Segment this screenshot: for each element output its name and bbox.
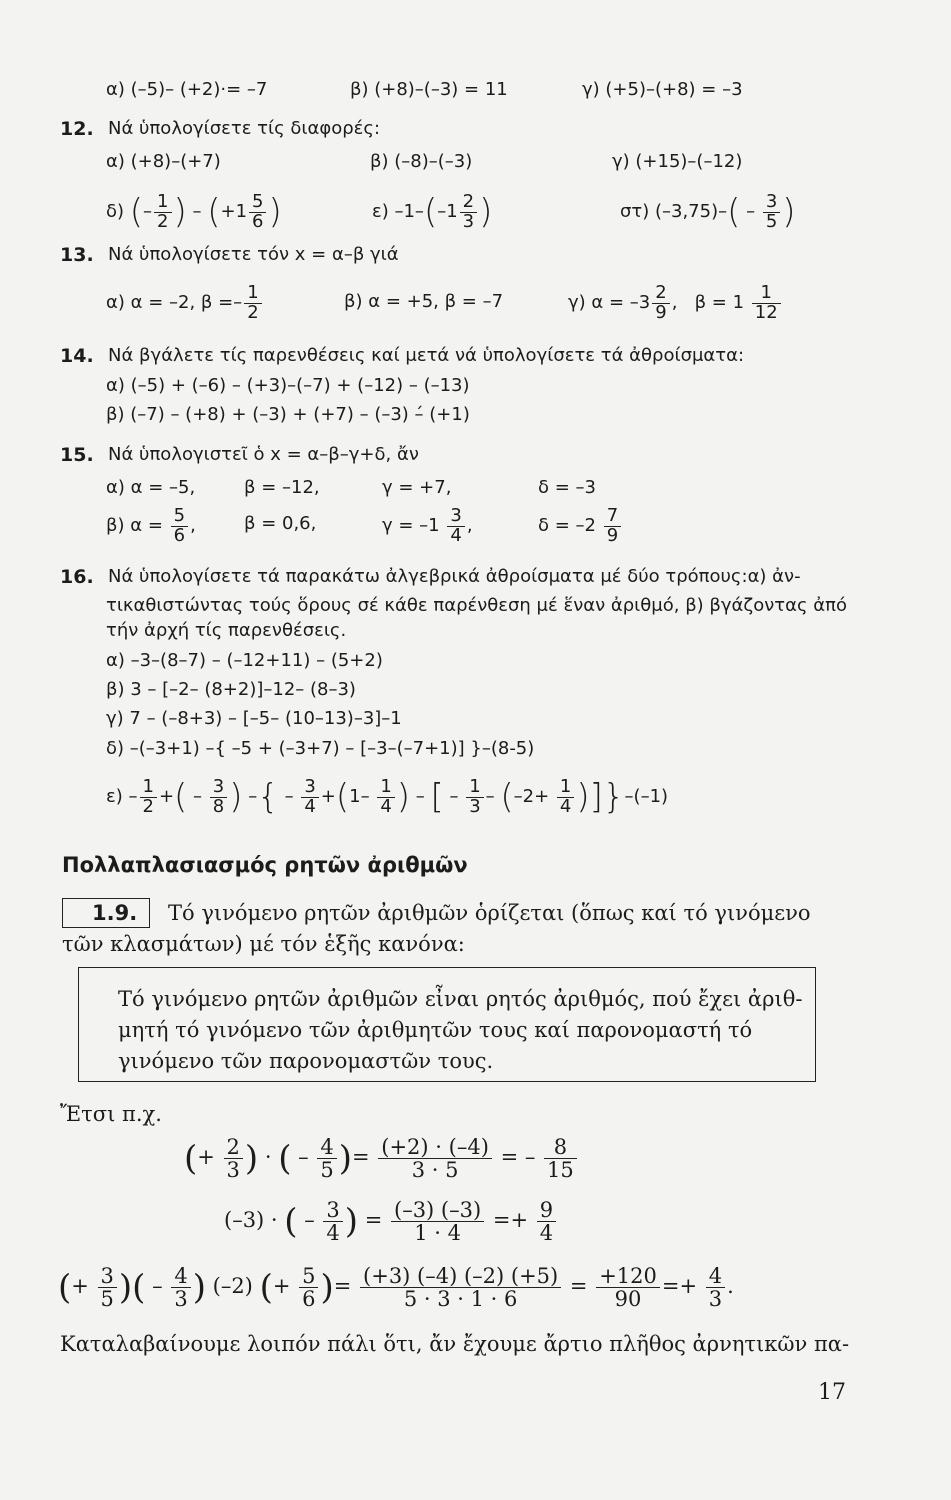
example-eq-2: (–3) · ( – $\frac{3}{4}$ ) = $\frac{(-3) (-3)}{1 \cdot 4}$ =+ $\frac{9}{4}$: [224, 1199, 558, 1244]
ex15-a4: δ = –3: [538, 477, 596, 498]
ex16-line1: Νά ὑπολογίσετε τά παρακάτω ἀλγεβρικά ἀθροίσματα μέ δύο τρόπους:α) ἀν-: [108, 566, 801, 587]
page-number: 17: [818, 1380, 846, 1405]
ex15-a2: β = –12,: [244, 477, 320, 498]
section-intro-2: τῶν κλασμάτων) μέ τόν ἑξῆς κανόνα:: [62, 932, 465, 956]
ex16-line2: τικαθιστώντας τούς ὅρους σέ κάθε παρένθεση μέ ἕναν ἀριθμό, β) βγάζοντας ἀπό: [106, 595, 847, 616]
section-heading: Πολλαπλασιασμός ρητῶν ἀριθμῶν: [62, 853, 468, 877]
section-number: 1.9.: [92, 901, 138, 925]
ex12-f: στ) (–3,75)–( – $\frac{3}{5}$ ): [620, 190, 796, 232]
ex12-b: β) (–8)–(–3): [370, 151, 473, 172]
example-eq-1: (+ $\frac{2}{3}$ ) · ( – $\frac{4}{5}$ )= $\frac{(+2) \cdot (-4)}{3 \cdot 5}$ = – $\frac{8}{15}$: [184, 1136, 579, 1181]
ex16-b: β) 3 – [–2– (8+2)]–12– (8–3): [106, 679, 356, 700]
section-intro-1: Τό γινόμενο ρητῶν ἀριθμῶν ὁρίζεται (ὅπως καί τό γινόμενο: [168, 901, 811, 925]
ex12-d: δ) (– $\frac{1}{2}$ ) – (+1 $\frac{5}{6}$ ): [106, 190, 282, 232]
ex13-number: 13.: [60, 244, 94, 266]
ex13-c: γ) α = –3 $\frac{2}{9}$ , β = 1 $\frac{1}{12}$: [568, 276, 783, 330]
ex16-line3: τήν ἀρχή τίς παρενθέσεις.: [106, 620, 347, 641]
ex13-b: β) α = +5, β = –7: [344, 291, 504, 312]
ex16-c: γ) 7 – (–8+3) – [–5– (10–13)–3]–1: [106, 708, 402, 729]
ex14-b: β) (–7) – (+8) + (–3) + (+7) – (–3) –́ (+1): [106, 404, 470, 425]
ex11-c: γ) (+5)–(+8) = –3: [582, 79, 743, 100]
ex16-a: α) –3–(8–7) – (–12+11) – (5+2): [106, 650, 383, 671]
ex15-b1: β) α = $\frac{5}{6}$ ,: [106, 504, 196, 546]
ex16-number: 16.: [60, 566, 94, 588]
ex14-title: Νά βγάλετε τίς παρενθέσεις καί μετά νά ὑπολογίσετε τά ἀθροίσματα:: [108, 345, 745, 366]
ex15-b3: γ = –1 $\frac{3}{4}$ ,: [382, 504, 473, 546]
rule-line-2: μητή τό γινόμενο τῶν ἀριθμητῶν τους καί παρονομαστή τό: [118, 1018, 753, 1042]
ex12-number: 12.: [60, 118, 94, 140]
ex14-a: α) (–5) + (–6) – (+3)–(–7) + (–12) – (–13): [106, 375, 470, 396]
ex12-title: Νά ὑπολογίσετε τίς διαφορές:: [108, 118, 381, 139]
rule-line-1: Τό γινόμενο ρητῶν ἀριθμῶν εἶναι ρητός ἀριθμός, πού ἔχει ἀριθ-: [118, 987, 803, 1011]
ex15-a1: α) α = –5,: [106, 477, 196, 498]
ex11-a: α) (–5)– (+2)·= –7: [106, 79, 268, 100]
ex13-a: α) α = –2, β =– $\frac{1}{2}$: [106, 276, 264, 330]
ex13-title: Νά ὑπολογίσετε τόν x = α–β γιά: [108, 244, 399, 265]
ex16-e: ε) – $\frac{1}{2}$ +( – $\frac{3}{8}$ ) –{ – $\frac{3}{4}$ +(1– $\frac{1}{4}$ ) – [ – $\frac{1}{3}$ – (–2+ $\frac{1}{4}$ )]}–(–1): [106, 775, 669, 817]
ex12-e: ε) –1–(–1 $\frac{2}{3}$ ): [372, 190, 493, 232]
example-eq-3: (+ $\frac{3}{5}$ )( – $\frac{4}{3}$ ) (–2) (+ $\frac{5}{6}$ )= $\frac{(+3) (-4) (-2) (+5)}{5 \cdot 3 \cdot 1 \cdot 6}$ = $\frac{+120}{90}$ =+ $\frac{4}{3}$ .: [58, 1264, 734, 1312]
ex12-a: α) (+8)–(+7): [106, 151, 221, 172]
ex14-number: 14.: [60, 345, 94, 367]
example-label: Ἔτσι π.χ.: [60, 1102, 162, 1126]
ex15-b4: δ = –2 $\frac{7}{9}$: [538, 498, 623, 554]
rule-line-3: γινόμενο τῶν παρονομαστῶν τους.: [118, 1049, 494, 1073]
ex12-c: γ) (+15)–(–12): [612, 151, 743, 172]
ex16-d: δ) –(–3+1) –{ –5 + (–3+7) – [–3–(–7+1)] }–(8-5): [106, 738, 535, 759]
ex11-b: β) (+8)–(–3) = 11: [350, 79, 508, 100]
ex15-number: 15.: [60, 444, 94, 466]
closing-line: Καταλαβαίνουμε λοιπόν πάλι ὅτι, ἄν ἔχουμε ἄρτιο πλῆθος ἀρνητικῶν πα-: [60, 1332, 850, 1356]
ex15-title: Νά ὑπολογιστεῖ ὁ x = α–β–γ+δ, ἄν: [108, 444, 419, 465]
ex15-b2: β = 0,6,: [244, 513, 317, 534]
ex15-a3: γ = +7,: [382, 477, 452, 498]
